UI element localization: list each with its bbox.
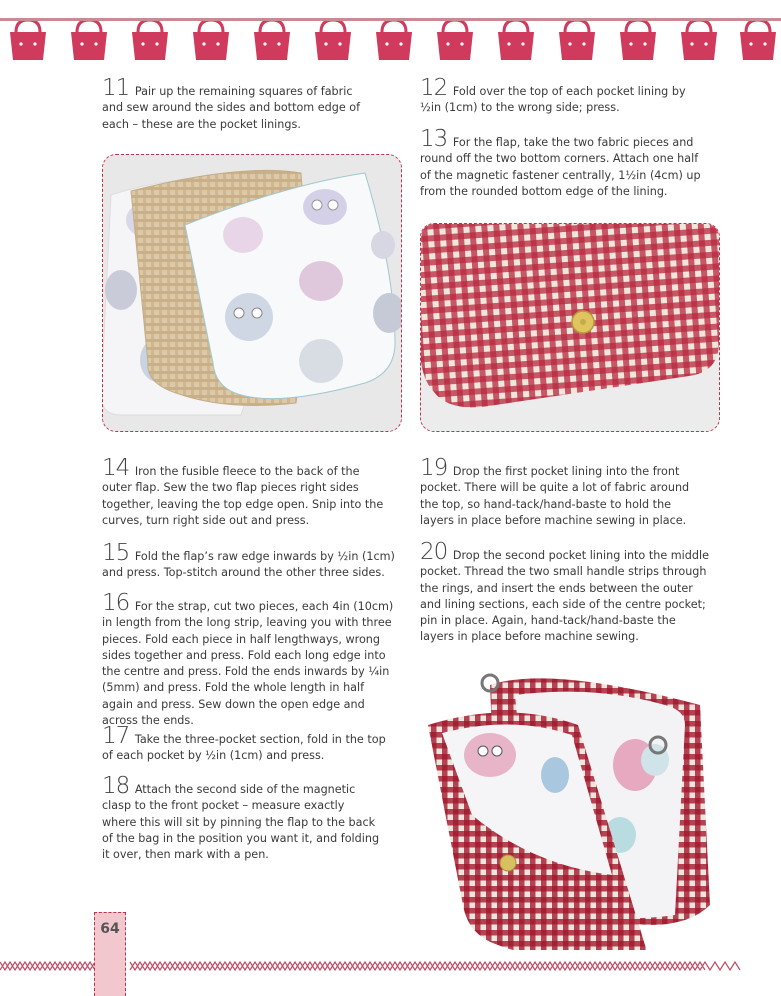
page-number: 64 — [100, 921, 120, 937]
step-text: Drop the first pocket lining into the front pocket. There will be quite a lot of fabric around the top, so hand-tack/hand-baste to hold the layers in place before machine sewing in place. — [420, 465, 690, 527]
step-number: 12 — [420, 75, 448, 101]
step-text: Iron the fusible fleece to the back of the outer flap. Sew the two flap pieces right sides together, leaving the top edge open. Snip into the curves, turn right side out and press. — [102, 465, 384, 527]
page-number-tab — [94, 912, 126, 996]
step-number: 15 — [102, 540, 130, 566]
pocket-linings-photo — [102, 154, 402, 432]
handbag-icon — [620, 20, 656, 60]
handbag-icon — [559, 20, 595, 60]
handbag-icon — [132, 20, 168, 60]
handbag-icon — [254, 20, 290, 60]
handbag-icon — [681, 20, 717, 60]
handbag-icon — [71, 20, 107, 60]
gingham-flap-photo — [420, 223, 720, 432]
top-rule — [0, 18, 781, 21]
step-text: Attach the second side of the magnetic clasp to the front pocket – measure exactly where this will sit by pinning the flap to the back of the bag in the position you want it, and folding it over, then mark with a pen. — [102, 783, 380, 862]
handbag-border — [0, 14, 781, 66]
step-number: 18 — [102, 773, 130, 799]
step-15 — [102, 540, 398, 582]
step-number: 14 — [102, 455, 130, 481]
handbag-icon — [315, 20, 351, 60]
step-text: For the flap, take the two fabric pieces and round off the two bottom corners. Attach one half of the magnetic fastener centrally, 1½in (4cm) up from the rounded bottom edge of the lining. — [420, 136, 701, 198]
step-number: 11 — [102, 75, 130, 101]
step-text: Drop the second pocket lining into the middle pocket. Thread the two small handle strips through the rings, and insert the ends between the outer and lining sections, each side of the centre pocket; pin in place. Again, hand-tack/hand-baste the layers in place before machine sewing. — [420, 549, 709, 644]
step-12 — [420, 75, 690, 117]
handbag-icon — [498, 20, 534, 60]
step-number: 20 — [420, 539, 448, 565]
step-number: 13 — [420, 126, 448, 152]
step-number: 19 — [420, 455, 448, 481]
finished-bag-photo — [420, 655, 720, 950]
step-number: 17 — [102, 723, 130, 749]
step-16 — [102, 590, 398, 729]
step-14 — [102, 455, 390, 529]
step-11 — [102, 75, 370, 133]
handbag-icon — [10, 20, 46, 60]
step-19 — [420, 455, 706, 529]
step-number: 16 — [102, 590, 130, 616]
handbag-icon — [376, 20, 412, 60]
step-text: For the strap, cut two pieces, each 4in (10cm) in length from the long strip, leaving you with three pieces. Fold each piece in half lengthways, wrong sides together and press. Fold each long edge into the centre and press. Fold the ends inwards by ¼in (5mm) and press. Fold the whole length in half again and press. Sew down the open edge and across the ends. — [102, 600, 394, 728]
step-17 — [102, 723, 390, 765]
step-13 — [420, 126, 710, 200]
step-18 — [102, 773, 382, 863]
handbag-icon — [437, 20, 473, 60]
handbag-icon — [740, 20, 776, 60]
step-text: Take the three-pocket section, fold in the top of each pocket by ½in (1cm) and press. — [102, 733, 386, 763]
step-text: Pair up the remaining squares of fabric and sew around the sides and bottom edge of each – these are the pocket linings. — [102, 85, 361, 131]
step-text: Fold the flap’s raw edge inwards by ½in (1cm) and press. Top-stitch around the other three sides. — [102, 550, 395, 580]
step-20 — [420, 539, 710, 646]
step-text: Fold over the top of each pocket lining by ½in (1cm) to the wrong side; press. — [420, 85, 686, 115]
handbag-icon — [193, 20, 229, 60]
